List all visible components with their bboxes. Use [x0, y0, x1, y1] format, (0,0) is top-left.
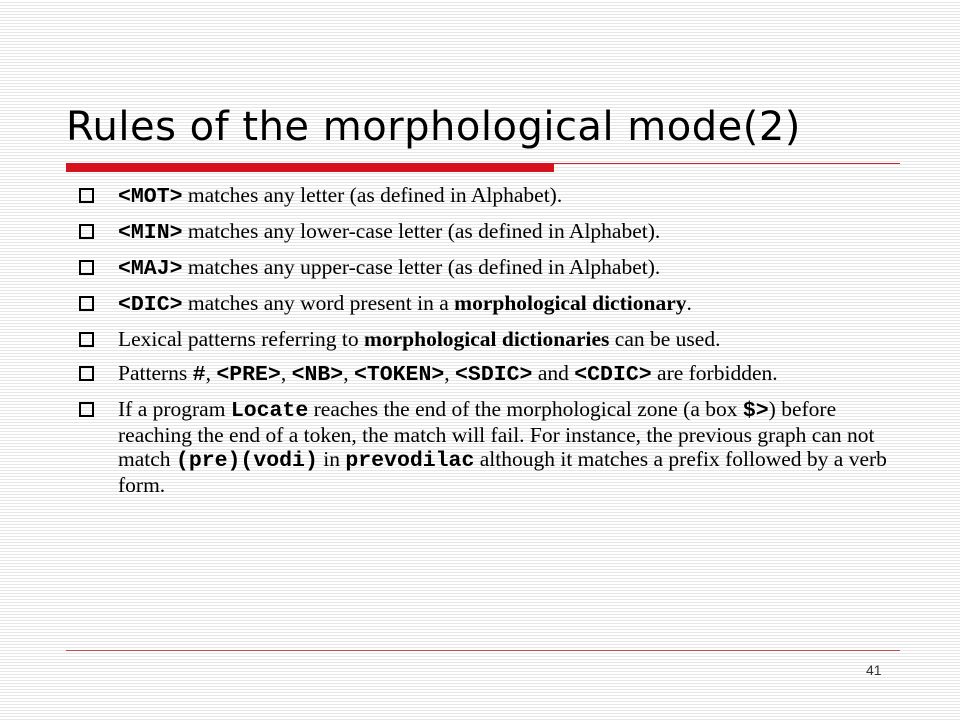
code-term: <PRE> — [216, 363, 281, 387]
square-bullet-icon — [79, 332, 94, 347]
square-bullet-icon — [79, 296, 94, 311]
code-term: Locate — [230, 399, 309, 423]
title-divider-line — [554, 163, 900, 164]
bullet-text: , — [205, 361, 217, 385]
bullet-text: Patterns — [118, 361, 193, 385]
code-term: <SDIC> — [455, 363, 533, 387]
bullet-text: although it matches a prefix followed by a verb form. — [118, 447, 887, 497]
bullet-text: Lexical patterns referring to — [118, 327, 364, 351]
code-term: <NB> — [291, 363, 344, 387]
footer-divider-line — [66, 650, 900, 651]
square-bullet-icon — [79, 366, 94, 381]
bullet-item — [74, 397, 894, 497]
slide-title: Rules of the morphological mode(2) — [66, 104, 801, 150]
bullet-item — [74, 327, 894, 351]
bullet-text: ) before reaching the end of a token, the match will fail. For instance, the previous graph can not match — [118, 397, 875, 471]
bullet-text: reaches the end of the morphological zone (a box — [308, 397, 743, 421]
code-term: <MIN> — [118, 221, 183, 245]
bold-term: morphological dictionary — [454, 291, 687, 315]
bullet-item — [74, 183, 894, 209]
bullet-text: matches any lower-case letter (as defined in Alphabet). — [182, 219, 661, 243]
bullet-text: matches any word present in a — [182, 291, 455, 315]
bullet-text: and — [532, 361, 575, 385]
bullet-item — [74, 361, 894, 387]
bullet-text: , — [444, 361, 456, 385]
bold-term: morphological dictionaries — [363, 327, 610, 351]
bullet-text: If a program — [118, 397, 231, 421]
code-term: $> — [742, 399, 769, 423]
code-term: <TOKEN> — [353, 363, 445, 387]
page-number: 41 — [866, 662, 882, 678]
bullet-text: matches any letter (as defined in Alphabet). — [182, 183, 563, 207]
bullet-item — [74, 291, 894, 317]
bullet-text: , — [280, 361, 292, 385]
bullet-text: are forbidden. — [651, 361, 778, 385]
bullet-text: can be used. — [609, 327, 721, 351]
bullet-list — [74, 183, 894, 507]
code-term: (pre)(vodi) — [175, 449, 318, 473]
code-term: <MOT> — [118, 185, 183, 209]
bullet-text: . — [686, 291, 692, 315]
square-bullet-icon — [79, 188, 94, 203]
code-term: <DIC> — [118, 293, 183, 317]
bullet-text: , — [343, 361, 354, 385]
title-underline-bar — [66, 163, 554, 172]
code-term: <CDIC> — [574, 363, 652, 387]
square-bullet-icon — [79, 224, 94, 239]
square-bullet-icon — [79, 260, 94, 275]
code-term: # — [192, 363, 206, 387]
square-bullet-icon — [79, 402, 94, 417]
code-term: prevodilac — [345, 449, 475, 473]
bullet-item — [74, 219, 894, 245]
bullet-item — [74, 255, 894, 281]
code-term: <MAJ> — [118, 257, 183, 281]
bullet-text: in — [317, 447, 346, 471]
bullet-text: matches any upper-case letter (as defined in Alphabet). — [182, 255, 661, 279]
